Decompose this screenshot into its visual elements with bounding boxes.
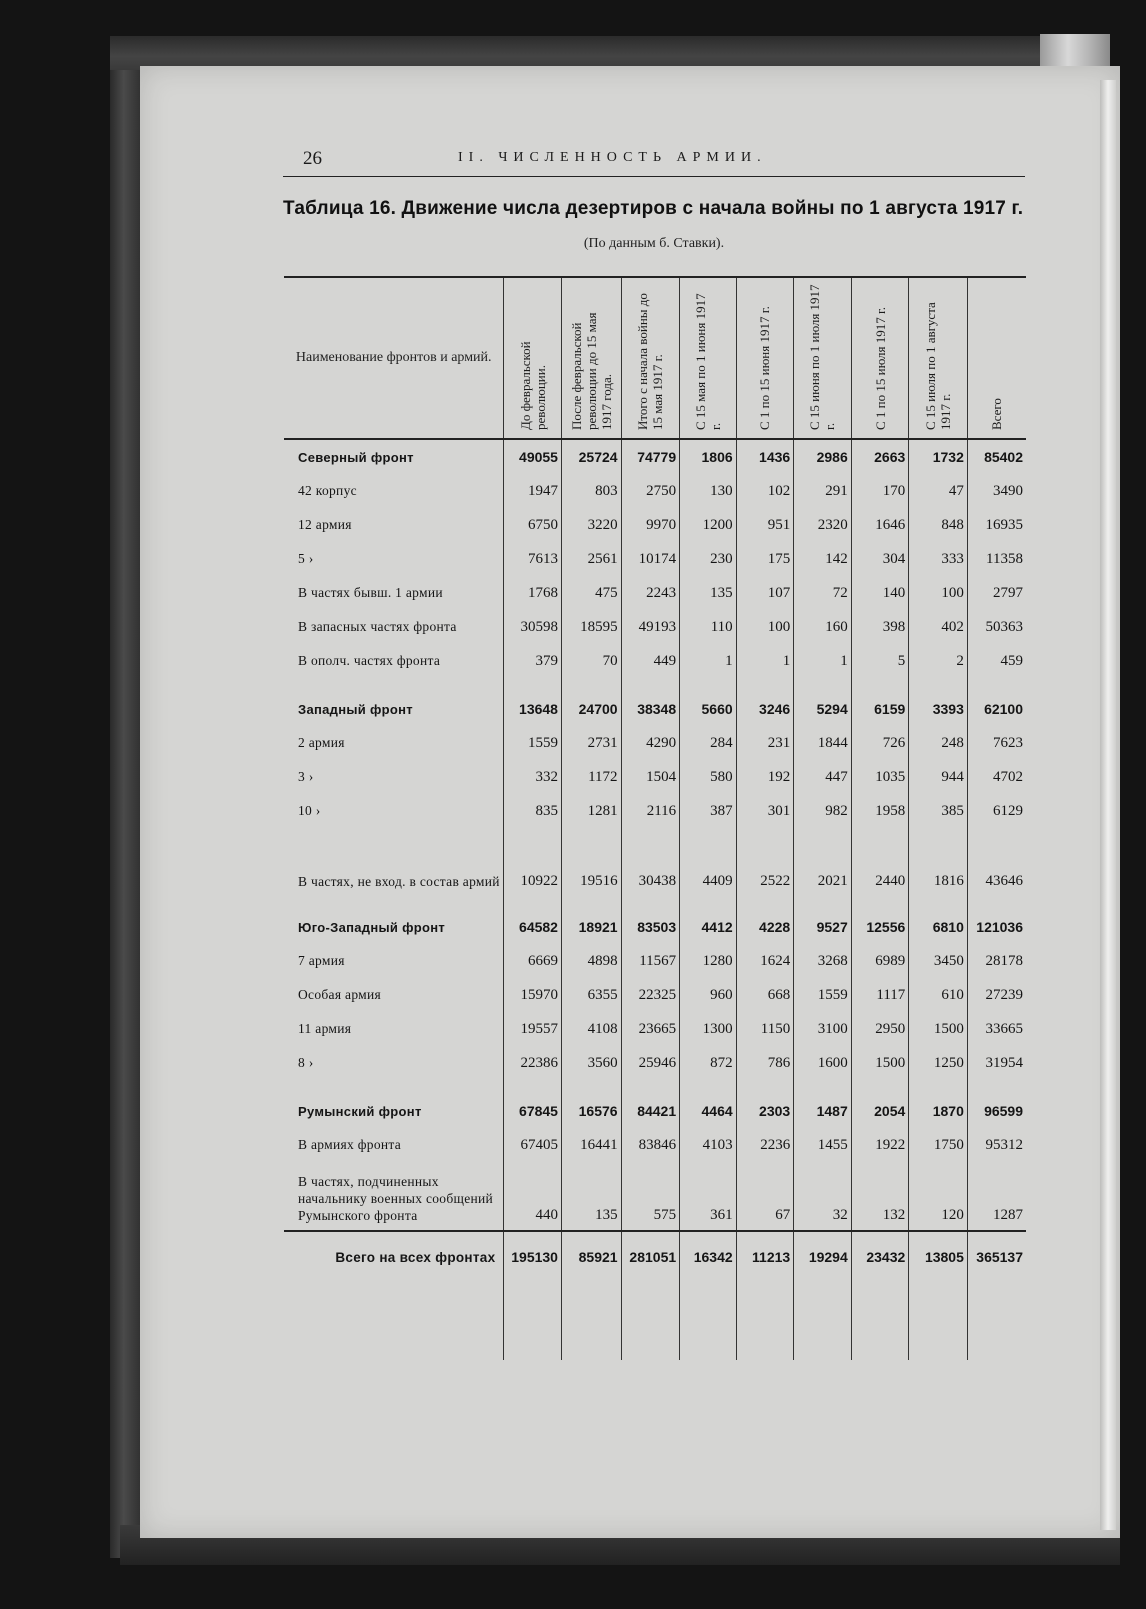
table-cell: 140	[851, 576, 909, 610]
table-cell: 3246	[736, 678, 794, 726]
table-cell: 2021	[794, 828, 852, 896]
table-row	[284, 508, 1026, 542]
table-cell: 9527	[794, 896, 852, 944]
table-cell: 2561	[561, 542, 621, 576]
row-label: 5 ›	[298, 551, 314, 566]
table-cell: 10174	[621, 542, 680, 576]
table-cell: 10922	[504, 828, 562, 896]
table-cell: 100	[909, 576, 968, 610]
section-title: II. ЧИСЛЕННОСТЬ АРМИИ.	[458, 150, 767, 165]
table-cell: 1280	[680, 944, 737, 978]
table-cell: 96599	[967, 1080, 1026, 1128]
table-cell-empty	[680, 1282, 737, 1360]
table-cell: 3490	[967, 474, 1026, 508]
table-cell: 1806	[680, 439, 737, 474]
table-cell: 281051	[621, 1231, 680, 1282]
table-cell: 2440	[851, 828, 909, 896]
table-cell: 1281	[561, 794, 621, 828]
table-cell: 2243	[621, 576, 680, 610]
row-label: В частях, подчиненных начальнику военных сообщений Румынского фронта	[298, 1174, 494, 1223]
table-cell: 121036	[967, 896, 1026, 944]
table-cell: 16441	[561, 1128, 621, 1162]
column-header: С 1 по 15 июля 1917 г.	[851, 277, 909, 439]
table-cell: 835	[504, 794, 562, 828]
table-cell: 1455	[794, 1128, 852, 1162]
table-cell: 130	[680, 474, 737, 508]
table-cell: 2797	[967, 576, 1026, 610]
table-cell: 192	[736, 760, 794, 794]
table-cell: 248	[909, 726, 968, 760]
table-row	[284, 1162, 1026, 1231]
table-cell-empty	[909, 1282, 968, 1360]
table-cell: 83846	[621, 1128, 680, 1162]
table-cell: 19294	[794, 1231, 852, 1282]
table-cell: 3450	[909, 944, 968, 978]
table-cell: 32	[794, 1162, 852, 1231]
table-cell: 231	[736, 726, 794, 760]
table-cell: 872	[680, 1046, 737, 1080]
table-cell: 160	[794, 610, 852, 644]
table-cell: 1646	[851, 508, 909, 542]
row-label: 3 ›	[298, 769, 314, 784]
column-header: С 15 июня по 1 июля 1917 г.	[794, 277, 852, 439]
table-cell: 4228	[736, 896, 794, 944]
table-cell: 25724	[561, 439, 621, 474]
page-edge	[1100, 80, 1116, 1530]
table-cell: 960	[680, 978, 737, 1012]
table-cell: 170	[851, 474, 909, 508]
table-row	[284, 1080, 1026, 1128]
table-cell: 4290	[621, 726, 680, 760]
table-row	[284, 439, 1026, 474]
column-header-name: Наименование фронтов и армий.	[284, 277, 504, 439]
table-cell: 1922	[851, 1128, 909, 1162]
table-cell: 49193	[621, 610, 680, 644]
table-cell: 1732	[909, 439, 968, 474]
table-cell: 16935	[967, 508, 1026, 542]
table-row	[284, 760, 1026, 794]
table-cell: 18595	[561, 610, 621, 644]
column-header: Всего	[967, 277, 1026, 439]
table-row	[284, 1046, 1026, 1080]
table-row	[284, 678, 1026, 726]
table-cell: 4464	[680, 1080, 737, 1128]
table-cell: 30598	[504, 610, 562, 644]
table-cell: 2303	[736, 1080, 794, 1128]
table-cell: 30438	[621, 828, 680, 896]
table-cell: 33665	[967, 1012, 1026, 1046]
table-cell: 2731	[561, 726, 621, 760]
table-cell: 95312	[967, 1128, 1026, 1162]
table-cell: 1250	[909, 1046, 968, 1080]
table-cell: 4702	[967, 760, 1026, 794]
table-cell: 3100	[794, 1012, 852, 1046]
table-cell: 85402	[967, 439, 1026, 474]
table-cell: 387	[680, 794, 737, 828]
table-cell: 1947	[504, 474, 562, 508]
table-row	[284, 644, 1026, 678]
row-label: Особая армия	[298, 987, 382, 1002]
table-cell: 25946	[621, 1046, 680, 1080]
table-cell: 2	[909, 644, 968, 678]
table-cell: 6750	[504, 508, 562, 542]
table-cell: 291	[794, 474, 852, 508]
table-cell-empty	[621, 1282, 680, 1360]
table-cell: 1	[736, 644, 794, 678]
page-number: 26	[303, 148, 322, 169]
table-cell: 1559	[504, 726, 562, 760]
table-cell: 1117	[851, 978, 909, 1012]
table-cell-empty	[736, 1282, 794, 1360]
column-header: С 15 июля по 1 августа 1917 г.	[909, 277, 968, 439]
table-cell: 6989	[851, 944, 909, 978]
row-label: В частях бывш. 1 армии	[298, 585, 443, 600]
table-cell: 1436	[736, 439, 794, 474]
column-header: С 1 по 15 июня 1917 г.	[736, 277, 794, 439]
table-cell: 1300	[680, 1012, 737, 1046]
table-cell: 365137	[967, 1231, 1026, 1282]
table-cell: 668	[736, 978, 794, 1012]
table-cell: 304	[851, 542, 909, 576]
table-row	[284, 474, 1026, 508]
book-binding-left	[110, 38, 144, 1558]
table-cell: 67	[736, 1162, 794, 1231]
table-cell: 195130	[504, 1231, 562, 1282]
table-cell: 786	[736, 1046, 794, 1080]
row-label: 8 ›	[298, 1055, 314, 1070]
table-cell: 449	[621, 644, 680, 678]
table-cell: 2236	[736, 1128, 794, 1162]
table-row-tail	[284, 1282, 1026, 1360]
table-cell: 15970	[504, 978, 562, 1012]
table-row	[284, 896, 1026, 944]
table-cell: 67405	[504, 1128, 562, 1162]
table-cell: 4108	[561, 1012, 621, 1046]
table-cell: 726	[851, 726, 909, 760]
row-label: 12 армия	[298, 517, 352, 532]
row-label: 42 корпус	[298, 483, 357, 498]
table-cell: 1816	[909, 828, 968, 896]
table-row	[284, 1231, 1026, 1282]
table-cell: 6159	[851, 678, 909, 726]
table-cell: 19516	[561, 828, 621, 896]
table-cell: 2950	[851, 1012, 909, 1046]
table-cell: 459	[967, 644, 1026, 678]
table-cell: 107	[736, 576, 794, 610]
table-cell: 22325	[621, 978, 680, 1012]
column-header: С 15 мая по 1 июня 1917 г.	[680, 277, 737, 439]
table-cell: 1958	[851, 794, 909, 828]
table-cell: 85921	[561, 1231, 621, 1282]
table-cell: 385	[909, 794, 968, 828]
table-cell: 1287	[967, 1162, 1026, 1231]
table-cell: 142	[794, 542, 852, 576]
table-cell: 332	[504, 760, 562, 794]
table-cell: 610	[909, 978, 968, 1012]
row-label: Западный фронт	[298, 701, 413, 717]
table-cell: 6669	[504, 944, 562, 978]
table-cell: 361	[680, 1162, 737, 1231]
table-cell: 23665	[621, 1012, 680, 1046]
table-cell: 1	[794, 644, 852, 678]
table-cell: 135	[680, 576, 737, 610]
table-cell: 110	[680, 610, 737, 644]
table-cell-empty	[794, 1282, 852, 1360]
table-cell: 13805	[909, 1231, 968, 1282]
row-label: В частях, не вход. в состав армий	[298, 874, 500, 889]
table-cell: 398	[851, 610, 909, 644]
table-cell: 1487	[794, 1080, 852, 1128]
table-cell: 7623	[967, 726, 1026, 760]
table-cell: 11358	[967, 542, 1026, 576]
table-cell: 11567	[621, 944, 680, 978]
table-cell: 1750	[909, 1128, 968, 1162]
table-cell: 3393	[909, 678, 968, 726]
table-cell: 2522	[736, 828, 794, 896]
table-cell: 9970	[621, 508, 680, 542]
row-label: Всего на всех фронтах	[284, 1231, 504, 1282]
column-header: До февральской революции.	[504, 277, 562, 439]
table-cell: 135	[561, 1162, 621, 1231]
row-label: Румынский фронт	[298, 1103, 422, 1119]
table-title: Таблица 16. Движение числа дезертиров с начала войны по 1 августа 1917 г.	[283, 198, 1024, 219]
table-cell: 31954	[967, 1046, 1026, 1080]
table-cell: 12556	[851, 896, 909, 944]
table-cell: 475	[561, 576, 621, 610]
table-cell: 38348	[621, 678, 680, 726]
table-cell: 175	[736, 542, 794, 576]
table-cell: 1504	[621, 760, 680, 794]
table-cell: 3560	[561, 1046, 621, 1080]
table-cell: 982	[794, 794, 852, 828]
deserters-table	[284, 276, 1026, 1360]
table-cell: 230	[680, 542, 737, 576]
table-cell: 11213	[736, 1231, 794, 1282]
table-cell-empty	[851, 1282, 909, 1360]
table-row	[284, 828, 1026, 896]
table-cell: 5294	[794, 678, 852, 726]
table-cell: 2663	[851, 439, 909, 474]
table-cell: 803	[561, 474, 621, 508]
row-label: 11 армия	[298, 1021, 352, 1036]
table-cell: 1500	[909, 1012, 968, 1046]
table-cell: 2986	[794, 439, 852, 474]
table-cell: 379	[504, 644, 562, 678]
row-label: Юго-Западный фронт	[298, 919, 446, 935]
column-header: После февральской революции до 15 мая 1917 года.	[561, 277, 621, 439]
table-cell: 13648	[504, 678, 562, 726]
table-row	[284, 944, 1026, 978]
table-cell: 4898	[561, 944, 621, 978]
table-cell: 447	[794, 760, 852, 794]
table-cell: 27239	[967, 978, 1026, 1012]
table-cell: 18921	[561, 896, 621, 944]
table-cell: 6810	[909, 896, 968, 944]
table-cell: 72	[794, 576, 852, 610]
table-cell: 440	[504, 1162, 562, 1231]
table-cell: 4409	[680, 828, 737, 896]
table-cell: 132	[851, 1162, 909, 1231]
row-label: В армиях фронта	[298, 1137, 402, 1152]
table-row	[284, 1128, 1026, 1162]
row-label: 2 армия	[298, 735, 345, 750]
table-cell: 848	[909, 508, 968, 542]
table-cell: 16576	[561, 1080, 621, 1128]
table-cell: 575	[621, 1162, 680, 1231]
table-cell: 284	[680, 726, 737, 760]
table-cell-empty	[561, 1282, 621, 1360]
table-cell: 120	[909, 1162, 968, 1231]
table-cell: 74779	[621, 439, 680, 474]
table-cell: 4412	[680, 896, 737, 944]
table-row	[284, 726, 1026, 760]
running-head	[283, 148, 1025, 177]
table-cell: 47	[909, 474, 968, 508]
table-header-row	[284, 277, 1026, 439]
row-label: 10 ›	[298, 803, 321, 818]
table-cell: 1500	[851, 1046, 909, 1080]
table-cell: 24700	[561, 678, 621, 726]
table-cell: 1172	[561, 760, 621, 794]
table-cell: 1624	[736, 944, 794, 978]
table-cell: 84421	[621, 1080, 680, 1128]
table-cell: 1559	[794, 978, 852, 1012]
table-cell: 944	[909, 760, 968, 794]
table-cell: 5660	[680, 678, 737, 726]
table-cell: 23432	[851, 1231, 909, 1282]
row-label: В ополч. частях фронта	[298, 653, 441, 668]
table-cell: 1	[680, 644, 737, 678]
row-label: Северный фронт	[298, 449, 414, 465]
table-cell: 6129	[967, 794, 1026, 828]
table-cell: 100	[736, 610, 794, 644]
table-row	[284, 610, 1026, 644]
table-cell: 102	[736, 474, 794, 508]
table-cell: 402	[909, 610, 968, 644]
table-cell: 2320	[794, 508, 852, 542]
table-cell: 43646	[967, 828, 1026, 896]
table-cell: 3220	[561, 508, 621, 542]
table-cell: 580	[680, 760, 737, 794]
table-cell: 7613	[504, 542, 562, 576]
table-cell: 19557	[504, 1012, 562, 1046]
table-row	[284, 794, 1026, 828]
table-cell: 6355	[561, 978, 621, 1012]
table-cell: 70	[561, 644, 621, 678]
table-cell: 22386	[504, 1046, 562, 1080]
table-cell: 5	[851, 644, 909, 678]
table-cell: 4103	[680, 1128, 737, 1162]
book-board-top	[110, 36, 1110, 70]
table-cell: 1150	[736, 1012, 794, 1046]
table-row	[284, 542, 1026, 576]
table-cell: 2750	[621, 474, 680, 508]
table-cell: 83503	[621, 896, 680, 944]
table-row	[284, 1012, 1026, 1046]
table-cell-empty	[967, 1282, 1026, 1360]
table-cell: 50363	[967, 610, 1026, 644]
table-cell: 2054	[851, 1080, 909, 1128]
table-cell: 1870	[909, 1080, 968, 1128]
table-cell-empty	[504, 1282, 562, 1360]
table-cell: 333	[909, 542, 968, 576]
table-cell: 1035	[851, 760, 909, 794]
table-cell: 1768	[504, 576, 562, 610]
table-source-note: (По данным б. Ставки).	[583, 236, 725, 251]
table-cell: 951	[736, 508, 794, 542]
table-row	[284, 978, 1026, 1012]
table-cell-empty	[284, 1282, 504, 1360]
table-cell: 16342	[680, 1231, 737, 1282]
table-row	[284, 576, 1026, 610]
row-label: В запасных частях фронта	[298, 619, 457, 634]
table-cell: 3268	[794, 944, 852, 978]
table-cell: 49055	[504, 439, 562, 474]
table-cell: 301	[736, 794, 794, 828]
row-label: 7 армия	[298, 953, 345, 968]
table-cell: 28178	[967, 944, 1026, 978]
table-cell: 1200	[680, 508, 737, 542]
table-cell: 64582	[504, 896, 562, 944]
table-cell: 1600	[794, 1046, 852, 1080]
table-cell: 67845	[504, 1080, 562, 1128]
table-cell: 2116	[621, 794, 680, 828]
column-header: Итого с начала войны до 15 мая 1917 г.	[621, 277, 680, 439]
table-cell: 1844	[794, 726, 852, 760]
table-cell: 62100	[967, 678, 1026, 726]
